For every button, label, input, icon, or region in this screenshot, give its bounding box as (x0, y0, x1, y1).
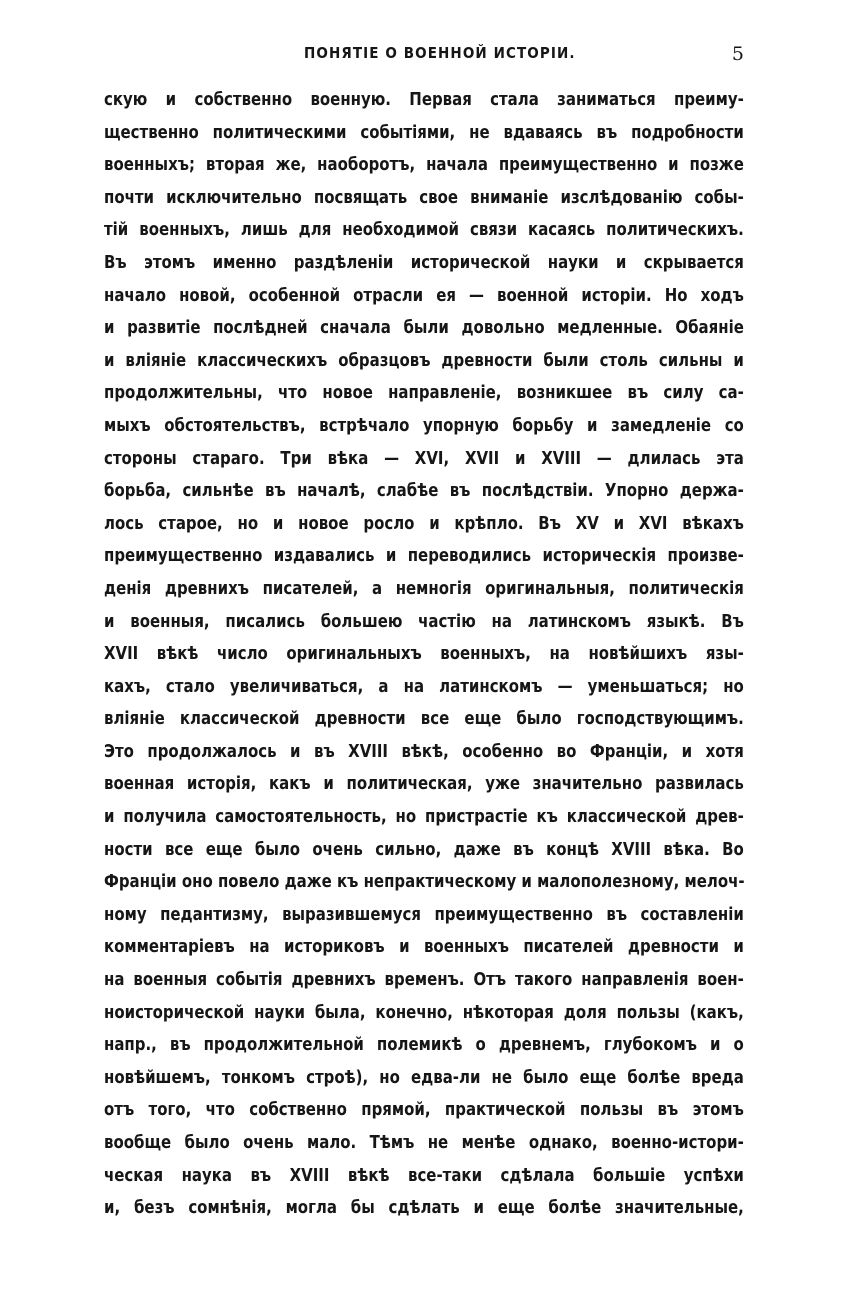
text-line: вліяніе классической древности все еще было господствующимъ. (104, 709, 744, 730)
text-line: тій военныхъ, лишь для необходимой связи касаясь политическихъ. (104, 220, 744, 241)
text-line: и вліяніе классическихъ образцовъ древности были столь сильны и (104, 350, 744, 371)
text-line: почти исключительно посвящать свое вниманіе изслѣдованію собы- (104, 187, 744, 208)
text-line: напр., въ продолжительной полемикѣ о древнемъ, глубокомъ и о (104, 1035, 744, 1056)
text-line: кахъ, стало увеличиваться, а на латинскомъ — уменьшаться; но (104, 676, 744, 697)
text-line: стороны стараго. Три вѣка — XVI, XVII и XVIII — длилась эта (104, 448, 744, 469)
text-line: XVII вѣкѣ число оригинальныхъ военныхъ, на новѣйшихъ язы- (104, 644, 744, 665)
text-line: Франціи оно повело даже къ непрактическому и малополезному, мелоч- (104, 872, 745, 893)
text-line: денія древнихъ писателей, а немногія оригинальныя, политическія (104, 578, 744, 599)
body-text (104, 84, 744, 1225)
text-line: Это продолжалось и въ XVIII вѣкѣ, особенно во Франціи, и хотя (104, 741, 744, 762)
text-line: вообще было очень мало. Тѣмъ не менѣе однако, военно-истори- (104, 1133, 744, 1153)
text-line: скую и собственно военную. Первая стала заниматься преиму- (104, 90, 744, 110)
text-line: лось старое, но и новое росло и крѣпло. Въ XV и XVI вѣкахъ (104, 513, 744, 534)
text-line: военныхъ; вторая же, наоборотъ, начала преимущественно и позже (104, 155, 744, 176)
text-line: и получила самостоятельность, но пристрастіе къ классической древ- (104, 807, 744, 828)
text-line: военная исторія, какъ и политическая, уже значительно развилась (104, 774, 744, 795)
text-line: щественно политическими событіями, не вдаваясь въ подробности (104, 122, 744, 143)
text-line: борьба, сильнѣе въ началѣ, слабѣе въ послѣдствіи. Упорно держа- (104, 481, 744, 502)
text-line: и развитіе послѣдней сначала были довольно медленные. Обаяніе (104, 318, 744, 339)
text-line: ности все еще было очень сильно, даже въ концѣ XVIII вѣка. Во (104, 839, 744, 860)
text-line: отъ того, что собственно прямой, практической пользы въ этомъ (104, 1100, 744, 1121)
text-line: мыхъ обстоятельствъ, встрѣчало упорную борьбу и замедленіе со (104, 415, 744, 436)
text-line: Въ этомъ именно раздѣленіи исторической науки и скрывается (104, 252, 744, 273)
text-line: новѣйшемъ, тонкомъ строѣ), но едва-ли не было еще болѣе вреда (104, 1067, 744, 1088)
text-line: продолжительны, что новое направленіе, возникшее въ силу са- (104, 383, 744, 404)
text-line: и, безъ сомнѣнія, могла бы сдѣлать и еще болѣе значительные, (104, 1198, 744, 1219)
text-line: и военныя, писались большею частію на латинскомъ языкѣ. Въ (104, 611, 744, 632)
text-line: ному педантизму, выразившемуся преимущественно въ составленіи (104, 904, 744, 925)
text-line: комментаріевъ на историковъ и военныхъ писателей древности и (104, 937, 744, 958)
text-line: преимущественно издавались и переводились историческія произве- (104, 546, 744, 567)
text-line: ноисторической науки была, конечно, нѣкоторая доля пользы (какъ, (104, 1002, 744, 1023)
text-line: начало новой, особенной отрасли ея — военной исторіи. Но ходъ (104, 285, 744, 306)
page-header (104, 44, 744, 70)
running-title: ПОНЯТІЕ О ВОЕННОЙ ИСТОРІИ. (304, 44, 576, 62)
text-line: на военныя событія древнихъ временъ. Отъ такого направленія воен- (104, 970, 744, 991)
page-number: 5 (731, 43, 744, 65)
text-line: ческая наука въ XVIII вѣкѣ все-таки сдѣлала большіе успѣхи (104, 1165, 744, 1186)
